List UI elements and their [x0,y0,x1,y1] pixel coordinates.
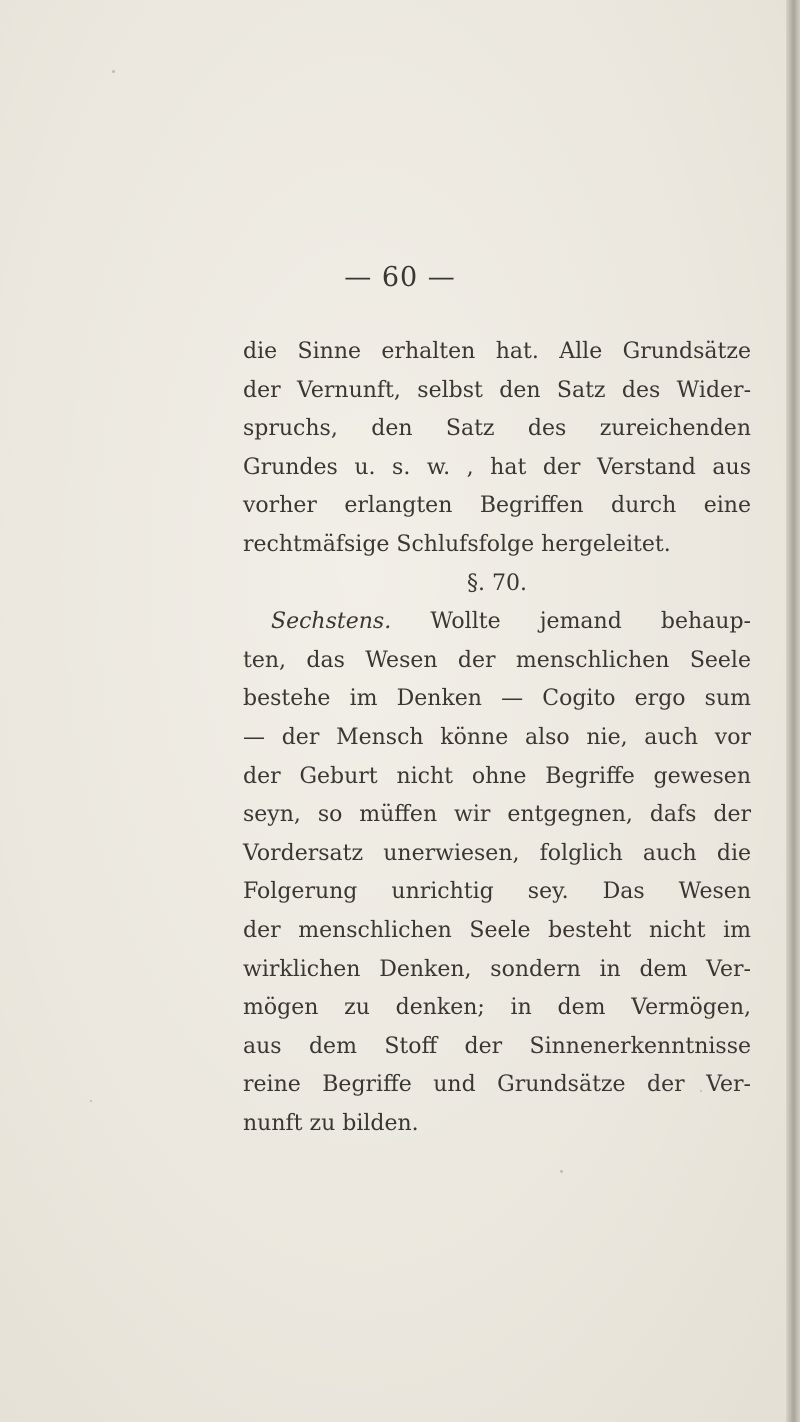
text-line: — der Mensch könne also nie, auch vor [243,724,751,750]
text-line: mögen zu denken; in dem Vermögen, [243,995,751,1021]
text-line: reine Begriffe und Grundsätze der Ver- [243,1072,751,1098]
body-text [243,333,751,1143]
ink-speck [560,1170,563,1173]
ink-speck [90,1100,92,1102]
text-line: vorher erlangten Begriffen durch eine [243,493,751,519]
text-line: seyn, so müffen wir entgegnen, dafs der [243,802,751,828]
text-line: der Vernunft, selbst den Satz des Wider- [243,377,751,403]
text-line: nunft zu bilden. [243,1110,419,1136]
text-line: Vordersatz unerwiesen, folglich auch die [243,840,751,866]
text-line: rechtmäfsige Schlufsfolge hergeleitet. [243,531,671,557]
text-line: bestehe im Denken — Cogito ergo sum [243,686,751,712]
text-line [243,603,751,642]
text-line: ten, das Wesen der menschlichen Seele [243,647,751,673]
text-line: der Geburt nicht ohne Begriffe gewesen [243,763,751,789]
text-line: Grundes u. s. w. , hat der Verstand aus [243,454,751,480]
text-line: spruchs, den Satz des zureichenden [243,416,751,442]
section-heading: §. 70. [467,570,527,596]
page-edge [786,0,800,1422]
text-line: aus dem Stoff der Sinnenerkenntnisse [243,1033,751,1059]
text-line-rest: Wollte jemand behaup- [430,609,751,635]
page-number-header: — 60 — [344,262,456,293]
emphasis-word: Sechstens. [271,609,392,635]
text-line: der menschlichen Seele besteht nicht im [243,917,751,943]
ink-speck [112,70,115,73]
text-line: Folgerung unrichtig sey. Das Wesen [243,879,751,905]
text-line: die Sinne erhalten hat. Alle Grundsätze [243,339,751,364]
text-line: wirklichen Denken, sondern in dem Ver- [243,956,751,982]
